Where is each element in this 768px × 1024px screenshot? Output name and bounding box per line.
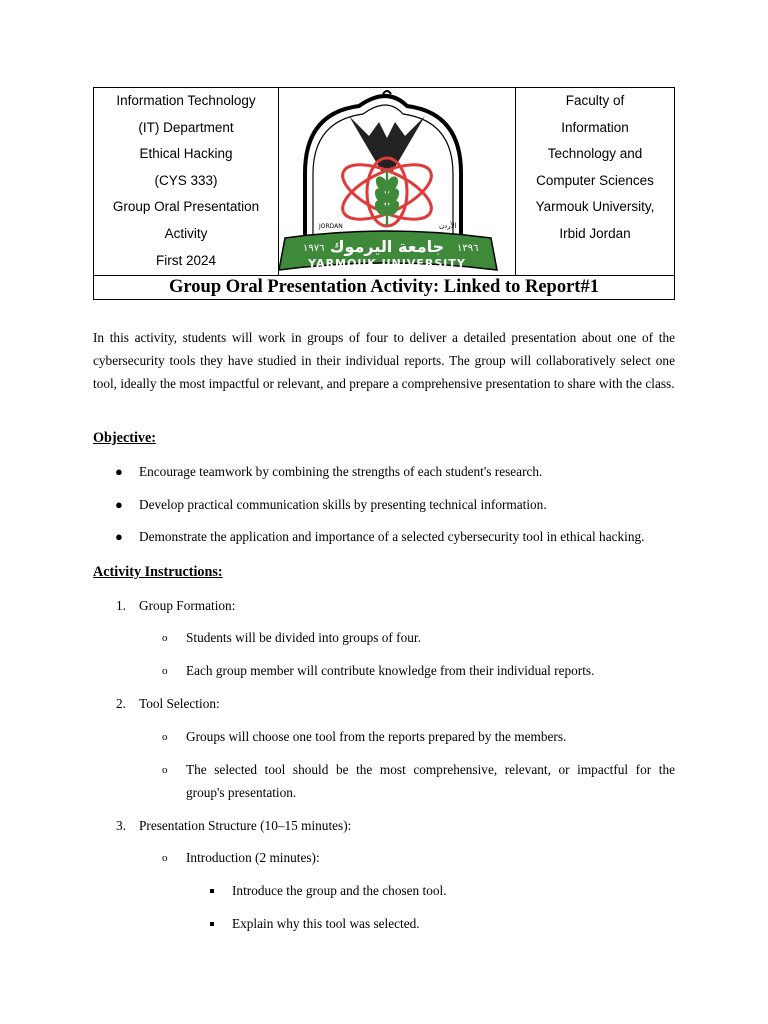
step-label: Presentation Structure (10–15 minutes):	[139, 818, 352, 833]
department-line: (CYS 333)	[154, 172, 218, 188]
objective-item: Demonstrate the application and importance of a selected cybersecurity tool in ethical hacking.	[139, 529, 645, 544]
faculty-line: Information	[561, 119, 629, 135]
objective-item: Develop practical communication skills by presenting technical information.	[139, 497, 547, 512]
faculty-info	[515, 88, 674, 275]
square-bullet-icon	[210, 889, 214, 893]
circle-bullet-icon: o	[162, 665, 168, 677]
faculty-line: Irbid Jordan	[559, 225, 631, 241]
department-line: Group Oral Presentation	[112, 199, 260, 215]
step-sub-item: Each group member will contribute knowledge from their individual reports.	[186, 663, 595, 678]
circle-bullet-icon: o	[162, 852, 168, 864]
bullet-icon: ●	[115, 529, 123, 544]
circle-bullet-icon: o	[162, 632, 168, 644]
logo-year-left: ١٩٧٦	[303, 243, 325, 254]
step-sub-item-continued: group's presentation.	[186, 785, 297, 800]
header-row	[94, 88, 674, 276]
logo-year-right: ١٣٩٦	[457, 243, 479, 254]
intro-paragraph: In this activity, students will work in groups of four to deliver a detailed presentation about one of the cybersecurity tools they have studied in their individual reports. The group will collaboratively select one tool, ideally the most impactful or relevant, and prepare a comprehensive presentation to share with the class.	[93, 330, 675, 391]
faculty-line: Technology and	[547, 146, 643, 162]
step-number: 2.	[116, 696, 126, 711]
circle-bullet-icon: o	[162, 764, 168, 776]
header-table	[93, 87, 675, 300]
yarmouk-university-logo	[279, 88, 515, 275]
objective-heading: Objective:	[93, 430, 157, 446]
logo-jordan-arabic-label: الأردن	[439, 222, 457, 230]
department-line: Ethical Hacking	[139, 146, 233, 162]
bullet-icon: ●	[115, 464, 123, 479]
department-line: Information Technology	[116, 93, 256, 108]
step-subsub-item: Explain why this tool was selected.	[232, 916, 420, 931]
step-sub-item: Introduction (2 minutes):	[186, 850, 320, 865]
square-bullet-icon	[210, 922, 214, 926]
department-line: Activity	[164, 225, 208, 241]
document-title: Group Oral Presentation Activity: Linked to Report#1	[169, 277, 599, 297]
step-number: 3.	[116, 818, 126, 833]
logo-jordan-label: JORDAN	[319, 223, 343, 230]
step-sub-item: Students will be divided into groups of four.	[186, 630, 421, 645]
objective-item: Encourage teamwork by combining the strengths of each student's research.	[139, 464, 543, 479]
step-label: Tool Selection:	[139, 696, 220, 711]
step-number: 1.	[116, 598, 126, 613]
department-line: (IT) Department	[138, 119, 234, 135]
circle-bullet-icon: o	[162, 731, 168, 743]
bullet-icon: ●	[115, 497, 123, 512]
logo-english-name: YARMOUK UNIVERSITY	[308, 257, 466, 270]
step-sub-item: Groups will choose one tool from the reports prepared by the members.	[186, 729, 567, 744]
faculty-line: Faculty of	[565, 93, 625, 108]
faculty-line: Computer Sciences	[536, 172, 654, 188]
department-line: First 2024	[155, 252, 217, 268]
step-sub-item: The selected tool should be the most comprehensive, relevant, or impactful for the	[186, 762, 675, 777]
logo-cell	[279, 88, 515, 275]
logo-arabic-name: جامعة اليرموك	[329, 237, 445, 256]
step-label: Group Formation:	[139, 598, 236, 613]
step-subsub-item: Introduce the group and the chosen tool.	[232, 883, 447, 898]
faculty-line: Yarmouk University,	[535, 199, 655, 215]
instructions-heading: Activity Instructions:	[93, 564, 223, 580]
department-info	[94, 88, 279, 275]
